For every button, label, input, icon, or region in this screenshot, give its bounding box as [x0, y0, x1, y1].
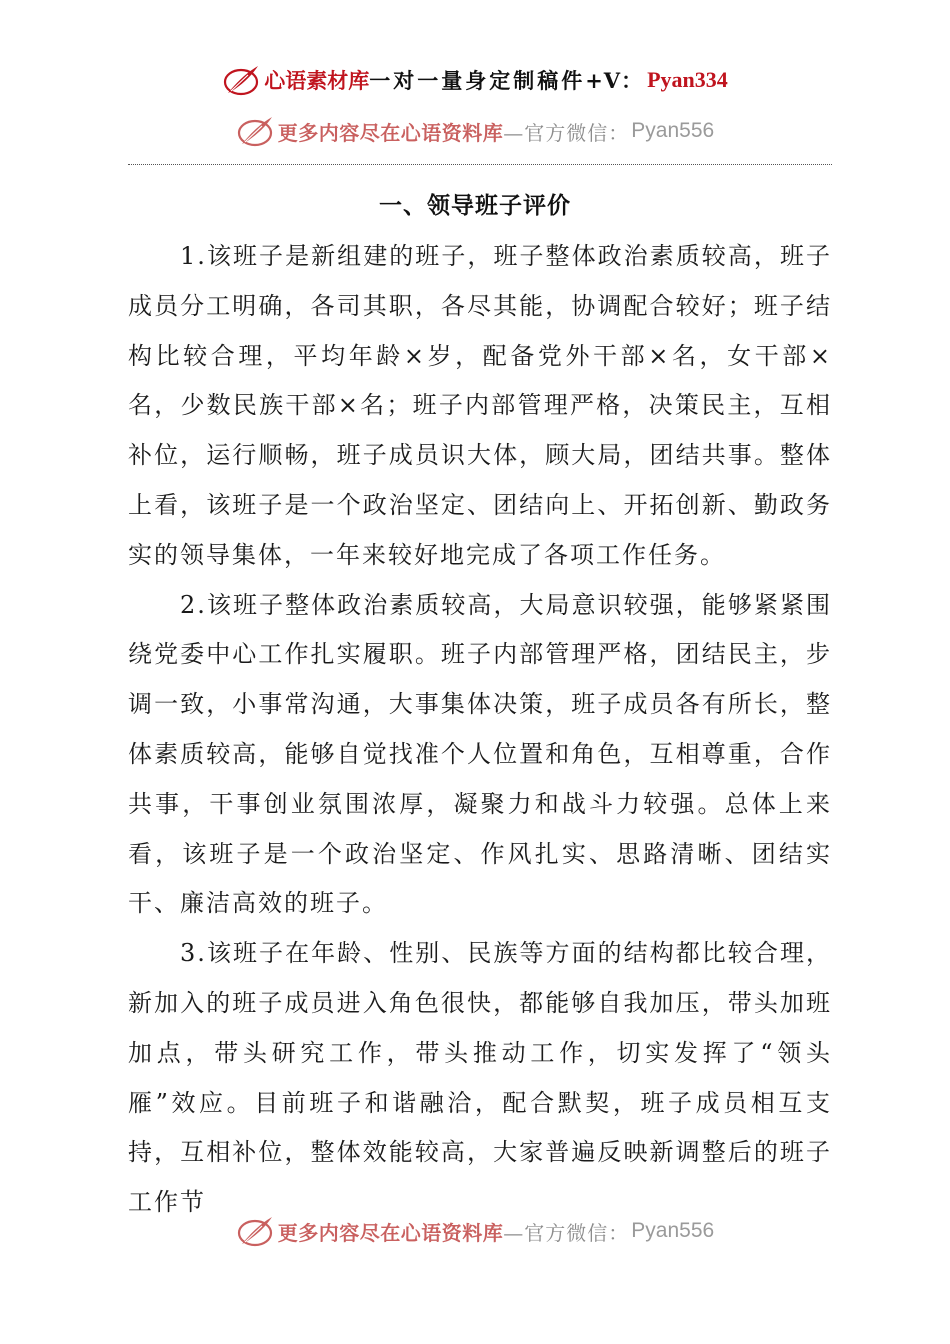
wechat-id: Pyan556 — [631, 119, 715, 142]
service-tagline: 一对一量身定制稿件 — [369, 68, 586, 93]
paragraph: 1.该班子是新组建的班子，班子整体政治素质较高，班子成员分工明确，各司其职，各尽其能，协调配合较好；班子结构比较合理，平均年龄×岁，配备党外干部×名，女干部×名，少数民族干部×名；班子内部管理严格，决策民主，互相补位，运行顺畅，班子成员识大体，顾大局，团结共事。整体上看，该班子是一个政治坚定、团结向上、开拓创新、勤政务实的领导集体，一年来较好地完成了各项工作任务。 — [128, 242, 832, 569]
quill-pen-logo-icon — [236, 1214, 276, 1248]
footer-wechat-id: Pyan556 — [631, 1219, 715, 1242]
quill-pen-logo-icon — [222, 63, 262, 97]
header-divider — [128, 164, 832, 165]
ad-text: 更多内容尽在心语资料库 — [277, 120, 504, 145]
paragraph: 2.该班子整体政治素质较高，大局意识较强，能够紧紧围绕党委中心工作扎实履职。班子内部管理严格，团结民主，步调一致，小事常沟通，大事集体决策，班子成员各有所长，整体素质较高，能够自觉找准个人位置和角色，互相尊重，合作共事，干事创业氛围浓厚，凝聚力和战斗力较强。总体上来看，该班子是一个政治坚定、作风扎实、思路清晰、团结实干、廉洁高效的班子。 — [128, 590, 832, 918]
header-brand-banner — [0, 62, 950, 98]
quill-pen-logo-icon — [236, 114, 276, 148]
section-heading: 一、领导班子评价 — [379, 193, 571, 219]
footer-ad-separator: —官方微信： — [503, 1220, 630, 1245]
header-ad-line — [0, 113, 950, 149]
paragraph: 3.该班子在年龄、性别、民族等方面的结构都比较合理，新加入的班子成员进入角色很快，都能够自我加压，带头加班加点，带头研究工作，带头推动工作，切实发挥了“领头雁”效应。目前班子和谐融洽，配合默契，班子成员相互支持，互相补位，整体效能较高，大家普遍反映新调整后的班子工作节 — [128, 939, 832, 1217]
contact-id: Pyan334 — [647, 67, 728, 92]
footer-ad-text: 更多内容尽在心语资料库 — [277, 1220, 504, 1245]
contact-label: +V： — [585, 68, 644, 93]
footer-ad-line — [0, 1213, 950, 1249]
brand-name: 心语素材库 — [264, 68, 370, 93]
document-body — [128, 232, 832, 1228]
ad-separator: —官方微信： — [503, 120, 630, 145]
